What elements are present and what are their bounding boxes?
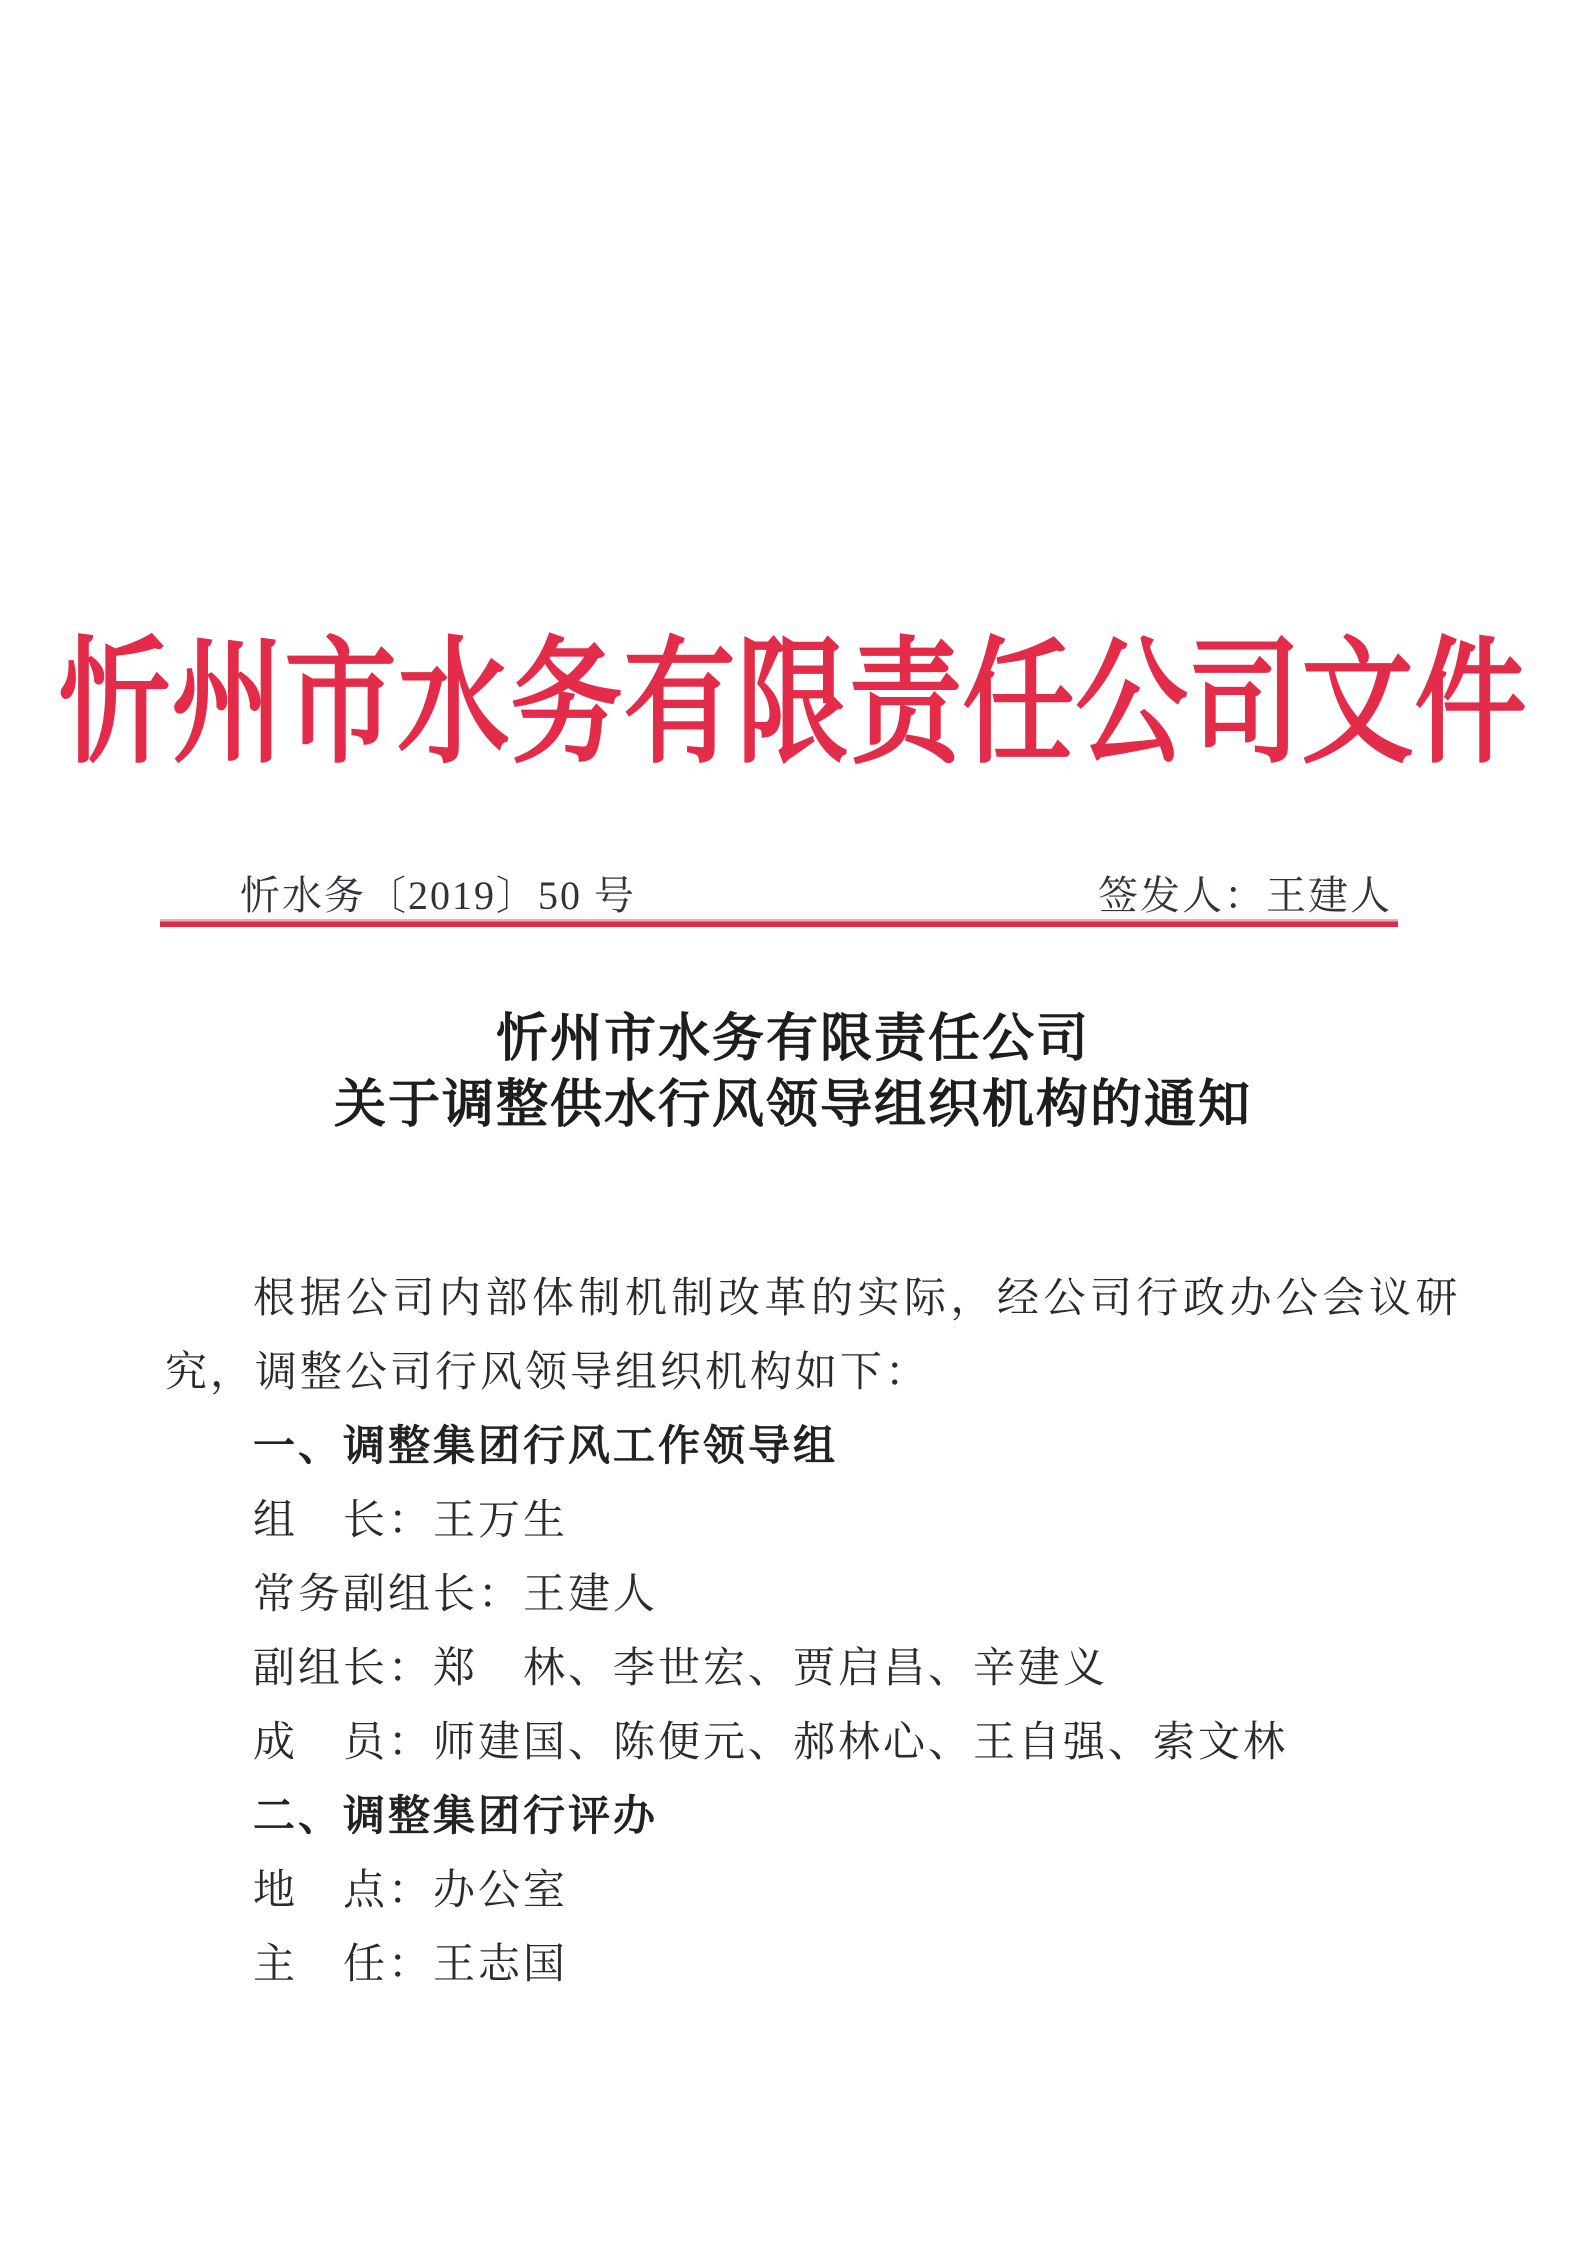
docinfo-row bbox=[0, 864, 1586, 916]
location-line: 地 点：办公室 bbox=[253, 1868, 569, 1914]
red-separator-line bbox=[160, 919, 1398, 927]
section-1-heading: 一、调整集团行风工作领导组 bbox=[253, 1424, 839, 1470]
section-2-heading: 二、调整集团行评办 bbox=[253, 1794, 659, 1840]
document-title-line-2: 关于调整供水行风领导组织机构的通知 bbox=[333, 1076, 1252, 1134]
document-title bbox=[0, 1006, 1586, 1138]
document-number: 忻水务〔2019〕50 号 bbox=[240, 873, 636, 918]
document-banner-title: 忻州市水务有限责任公司文件 bbox=[58, 629, 1528, 781]
signer-name: 签发人：王建人 bbox=[1098, 873, 1392, 918]
leader-line: 组 长：王万生 bbox=[253, 1498, 569, 1544]
deputy-leaders-line: 副组长：郑 林、李世宏、贾启昌、辛建义 bbox=[253, 1646, 1109, 1692]
members-line: 成 员：师建国、陈便元、郝林心、王自强、索文林 bbox=[253, 1720, 1289, 1766]
paragraph-line-1: 根据公司内部体制机制改革的实际，经公司行政办公会议研 bbox=[253, 1276, 1463, 1322]
director-line: 主 任：王志国 bbox=[253, 1942, 569, 1988]
executive-deputy-line: 常务副组长：王建人 bbox=[253, 1572, 659, 1618]
paragraph-line-2: 究，调整公司行风领导组织机构如下： bbox=[165, 1350, 931, 1396]
document-body bbox=[165, 1262, 1463, 2002]
document-title-line-1: 忻州市水务有限责任公司 bbox=[495, 1010, 1090, 1068]
